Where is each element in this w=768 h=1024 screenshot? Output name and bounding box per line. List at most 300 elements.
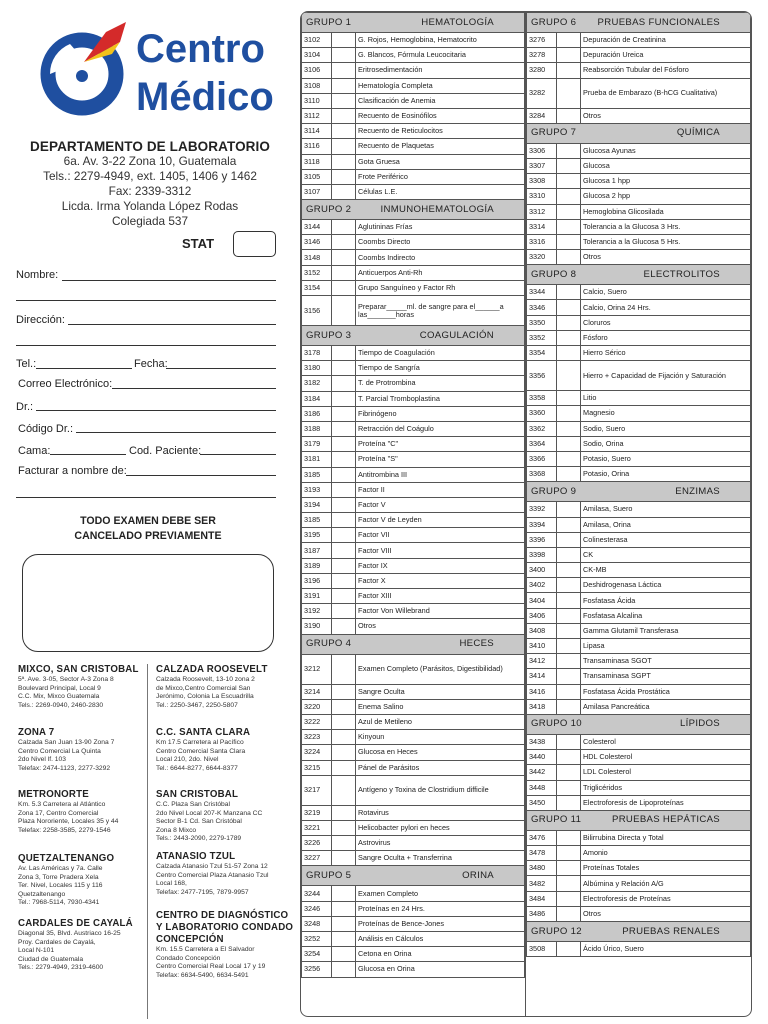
exam-name: Gamma Glutamil Transferasa <box>581 623 751 638</box>
exam-row <box>302 250 525 265</box>
exam-checkbox[interactable] <box>557 795 581 810</box>
exam-name: Helicobacter pylori en heces <box>356 820 525 835</box>
exam-name: Otros <box>581 906 751 921</box>
exam-checkbox[interactable] <box>332 775 356 805</box>
exam-checkbox[interactable] <box>557 830 581 845</box>
exam-row <box>527 608 751 623</box>
location-line: Diagonal 35, Blvd. Austriaco 16-25 <box>18 930 121 937</box>
exam-checkbox[interactable] <box>332 108 356 123</box>
exam-checkbox[interactable] <box>557 547 581 562</box>
exam-row <box>302 916 525 931</box>
exam-checkbox[interactable] <box>332 760 356 775</box>
exam-row <box>302 78 525 93</box>
exam-code: 3508 <box>527 942 557 957</box>
exam-table <box>300 11 752 1017</box>
location-block <box>18 853 156 908</box>
exam-checkbox[interactable] <box>557 346 581 361</box>
exam-code: 3185 <box>302 513 332 528</box>
exam-row <box>527 346 751 361</box>
exam-checkbox[interactable] <box>557 846 581 861</box>
exam-name: Recuento de Eosinófilos <box>356 108 525 123</box>
exam-row <box>302 684 525 699</box>
location-line: C.C. Plaza San Cristóbal <box>156 801 230 808</box>
location-line: Telefax: 2477-7195, 7879-9957 <box>156 888 249 896</box>
exam-checkbox[interactable] <box>332 154 356 169</box>
exam-name: Hemoglobina Glicosilada <box>581 204 751 219</box>
nombre-field[interactable] <box>62 280 276 281</box>
cod-paciente-label: Cod. Paciente: <box>129 445 202 457</box>
exam-checkbox[interactable] <box>332 573 356 588</box>
exam-checkbox[interactable] <box>557 467 581 482</box>
department-info <box>10 139 290 229</box>
exam-code: 3284 <box>527 108 557 123</box>
location-line: Plaza Nororiente, Locales 35 y 44 <box>18 818 119 826</box>
tel-label: Tel.: <box>16 358 37 370</box>
payment-notice <box>30 514 266 544</box>
exam-checkbox[interactable] <box>332 684 356 699</box>
exam-checkbox[interactable] <box>557 906 581 921</box>
exam-checkbox[interactable] <box>557 684 581 699</box>
group-title: ORINA <box>462 869 494 881</box>
exam-checkbox[interactable] <box>557 33 581 48</box>
exam-checkbox[interactable] <box>557 765 581 780</box>
direccion-field-line2[interactable] <box>16 345 276 346</box>
dr-field[interactable] <box>36 410 276 411</box>
exam-checkbox[interactable] <box>332 220 356 235</box>
group-title: COAGULACIÓN <box>419 329 494 341</box>
exam-checkbox[interactable] <box>332 513 356 528</box>
exam-name: Hierro + Capacidad de Fijación y Saturación <box>581 361 751 391</box>
exam-checkbox[interactable] <box>557 330 581 345</box>
exam-checkbox[interactable] <box>557 750 581 765</box>
exam-code: 3152 <box>302 265 332 280</box>
cama-field[interactable] <box>50 454 126 455</box>
exam-checkbox[interactable] <box>332 78 356 93</box>
codigo-dr-label: Código Dr.: <box>18 423 74 435</box>
exam-checkbox[interactable] <box>332 901 356 916</box>
exam-code: 3392 <box>527 502 557 517</box>
exam-checkbox[interactable] <box>557 669 581 684</box>
location-line: Telefax: 2474-1123, 2277-3292 <box>18 764 111 772</box>
exam-checkbox[interactable] <box>557 143 581 158</box>
exam-checkbox[interactable] <box>332 376 356 391</box>
exam-checkbox[interactable] <box>557 78 581 108</box>
exam-checkbox[interactable] <box>557 608 581 623</box>
exam-checkbox[interactable] <box>332 235 356 250</box>
location-name: QUETZALTENANGO <box>18 853 115 864</box>
exam-code: 3482 <box>527 876 557 891</box>
exam-checkbox[interactable] <box>332 280 356 295</box>
exam-name: Glucosa 2 hpp <box>581 189 751 204</box>
exam-checkbox[interactable] <box>332 421 356 436</box>
exam-checkbox[interactable] <box>332 265 356 280</box>
group-number: GRUPO 4 <box>306 638 352 650</box>
exam-name: Bilirrubina Directa y Total <box>581 830 751 845</box>
exam-row <box>302 543 525 558</box>
exam-code: 3181 <box>302 452 332 467</box>
exam-name: Anticuerpos Anti-Rh <box>356 265 525 280</box>
nombre-field-line2[interactable] <box>16 300 276 301</box>
facturar-field[interactable] <box>126 475 276 476</box>
exam-checkbox[interactable] <box>557 108 581 123</box>
exam-checkbox[interactable] <box>557 219 581 234</box>
exam-name: Reabsorción Tubular del Fósforo <box>581 63 751 78</box>
exam-checkbox[interactable] <box>332 250 356 265</box>
exam-row <box>527 158 751 173</box>
exam-name: Otros <box>581 250 751 265</box>
exam-name: Tiempo de Coagulación <box>356 346 525 361</box>
exam-row <box>527 285 751 300</box>
exam-row <box>527 547 751 562</box>
exam-checkbox[interactable] <box>557 406 581 421</box>
exam-row <box>527 108 751 123</box>
exam-row <box>527 906 751 921</box>
exam-checkbox[interactable] <box>557 639 581 654</box>
exam-name: Tolerancia a la Glucosa 3 Hrs. <box>581 219 751 234</box>
fecha-field[interactable] <box>166 368 276 369</box>
exam-checkbox[interactable] <box>332 452 356 467</box>
exam-name: Potasio, Suero <box>581 451 751 466</box>
exam-name: Sangre Oculta + Transferrina <box>356 851 525 866</box>
location-line: Ter. Nivel, Locales 115 y 116 <box>18 882 103 890</box>
exam-name: Factor IX <box>356 558 525 573</box>
exam-checkbox[interactable] <box>332 962 356 977</box>
exam-row <box>302 589 525 604</box>
dr-label: Dr.: <box>16 401 34 413</box>
exam-checkbox[interactable] <box>332 33 356 48</box>
location-name: SAN CRISTOBAL <box>156 789 239 800</box>
fecha-label: Fecha: <box>134 358 168 370</box>
exam-row <box>302 901 525 916</box>
exam-name: Calcio, Suero <box>581 285 751 300</box>
exam-checkbox[interactable] <box>557 451 581 466</box>
exam-checkbox[interactable] <box>332 851 356 866</box>
stat-label: STAT <box>182 236 215 251</box>
left-panel <box>0 0 296 1024</box>
exam-code: 3192 <box>302 604 332 619</box>
exam-code: 3280 <box>527 63 557 78</box>
direccion-field[interactable] <box>68 324 276 325</box>
exam-name: Clasificación de Anemia <box>356 93 525 108</box>
exam-name: Sangre Oculta <box>356 684 525 699</box>
exam-code: 3114 <box>302 124 332 139</box>
exam-checkbox[interactable] <box>557 699 581 714</box>
exam-code: 3108 <box>302 78 332 93</box>
group-header <box>527 810 751 830</box>
exam-checkbox[interactable] <box>332 48 356 63</box>
tel-field[interactable] <box>36 368 132 369</box>
exam-checkbox[interactable] <box>557 158 581 173</box>
exam-checkbox[interactable] <box>557 780 581 795</box>
exam-row <box>302 513 525 528</box>
exam-code: 3406 <box>527 608 557 623</box>
exam-row <box>302 467 525 482</box>
exam-row <box>527 436 751 451</box>
exam-checkbox[interactable] <box>557 861 581 876</box>
group-header <box>302 13 525 33</box>
group-number: GRUPO 9 <box>531 485 577 497</box>
exam-name: Rotavirus <box>356 805 525 820</box>
location-line: Km. 5.3 Carretera al Atlántico <box>18 801 106 808</box>
group-header <box>302 866 525 886</box>
exam-name: Recuento de Reticulocitos <box>356 124 525 139</box>
exam-name: T. de Protrombina <box>356 376 525 391</box>
exam-checkbox[interactable] <box>332 820 356 835</box>
exam-code: 3156 <box>302 296 332 326</box>
exam-checkbox[interactable] <box>557 250 581 265</box>
group-number: GRUPO 1 <box>306 16 352 28</box>
exam-code: 3450 <box>527 795 557 810</box>
exam-row <box>302 265 525 280</box>
location-name: C.C. SANTA CLARA <box>156 727 251 738</box>
exam-checkbox[interactable] <box>557 285 581 300</box>
exam-checkbox[interactable] <box>557 563 581 578</box>
location-line: Local N-101 <box>18 947 55 955</box>
location-block <box>156 727 296 773</box>
correo-field[interactable] <box>112 388 276 389</box>
exam-checkbox[interactable] <box>332 361 356 376</box>
exam-name: Azul de Metileno <box>356 714 525 729</box>
exam-checkbox[interactable] <box>557 532 581 547</box>
location-line: Tels.: 2443-2090, 2279-1789 <box>156 835 242 843</box>
exam-code: 3394 <box>527 517 557 532</box>
exam-name: LDL Colesterol <box>581 765 751 780</box>
exam-checkbox[interactable] <box>557 174 581 189</box>
exam-name: CK-MB <box>581 563 751 578</box>
exam-name: Amonio <box>581 846 751 861</box>
exam-name: CK <box>581 547 751 562</box>
exam-checkbox[interactable] <box>332 391 356 406</box>
exam-code: 3412 <box>527 654 557 669</box>
location-line: Ciudad de Guatemala <box>18 955 84 963</box>
exam-checkbox[interactable] <box>557 421 581 436</box>
exam-code: 3102 <box>302 33 332 48</box>
location-line: Centro Comercial Santa Clara <box>156 747 246 755</box>
exam-checkbox[interactable] <box>332 932 356 947</box>
location-line: Tels.: 2279-4949, 2319-4600 <box>18 964 104 972</box>
group-header <box>302 634 525 654</box>
exam-checkbox[interactable] <box>332 497 356 512</box>
exam-name: Transaminasa SGOT <box>581 654 751 669</box>
cod-paciente-field[interactable] <box>200 454 276 455</box>
location-line: Calzada Atanasio Tzul 51-57 Zona 12 <box>156 863 268 870</box>
exam-checkbox[interactable] <box>332 714 356 729</box>
exam-row <box>527 421 751 436</box>
location-block <box>156 789 296 844</box>
exam-code: 3358 <box>527 391 557 406</box>
exam-row <box>527 795 751 810</box>
exam-row <box>527 734 751 749</box>
exam-name: Antitrombina III <box>356 467 525 482</box>
exam-name: Amilasa, Suero <box>581 502 751 517</box>
exam-row <box>302 699 525 714</box>
group-title: INMUNOHEMATOLOGÍA <box>380 203 494 215</box>
exam-name: Proteínas de Bence-Jones <box>356 916 525 931</box>
exam-name: Recuento de Plaquetas <box>356 139 525 154</box>
exam-code: 3116 <box>302 139 332 154</box>
exam-name: Glucosa 1 hpp <box>581 174 751 189</box>
exam-checkbox[interactable] <box>332 886 356 901</box>
group-number: GRUPO 12 <box>531 925 582 937</box>
exam-name: Retracción del Coágulo <box>356 421 525 436</box>
exam-code: 3480 <box>527 861 557 876</box>
exam-name: Enema Salino <box>356 699 525 714</box>
exam-checkbox[interactable] <box>557 391 581 406</box>
exam-checkbox[interactable] <box>332 169 356 184</box>
exam-row <box>302 573 525 588</box>
exam-row <box>302 48 525 63</box>
cama-label: Cama: <box>18 445 51 457</box>
exam-checkbox[interactable] <box>332 805 356 820</box>
exam-checkbox[interactable] <box>332 558 356 573</box>
correo-label: Correo Electrónico: <box>18 378 113 390</box>
locations-divider <box>147 664 148 1019</box>
group-title: HECES <box>459 638 494 650</box>
exam-row <box>302 391 525 406</box>
exam-checkbox[interactable] <box>332 406 356 421</box>
exam-checkbox[interactable] <box>557 734 581 749</box>
exam-checkbox[interactable] <box>557 876 581 891</box>
exam-checkbox[interactable] <box>557 578 581 593</box>
exam-row <box>302 745 525 760</box>
exam-checkbox[interactable] <box>332 296 356 326</box>
location-block <box>156 910 296 980</box>
exam-name: Grupo Sanguíneo y Factor Rh <box>356 280 525 295</box>
exam-code: 3219 <box>302 805 332 820</box>
group-number: GRUPO 7 <box>531 127 577 139</box>
exam-checkbox[interactable] <box>332 124 356 139</box>
exam-checkbox[interactable] <box>332 654 356 684</box>
exam-name: Frote Periférico <box>356 169 525 184</box>
exam-checkbox[interactable] <box>557 63 581 78</box>
exam-row <box>302 93 525 108</box>
exam-name: Glucosa en Orina <box>356 962 525 977</box>
exam-name: Astrovirus <box>356 836 525 851</box>
exam-checkbox[interactable] <box>557 654 581 669</box>
exam-checkbox[interactable] <box>557 361 581 391</box>
exam-row <box>302 235 525 250</box>
exam-row <box>527 502 751 517</box>
exam-checkbox[interactable] <box>332 482 356 497</box>
exam-code: 3193 <box>302 482 332 497</box>
notes-box[interactable] <box>22 554 274 652</box>
exam-checkbox[interactable] <box>557 300 581 315</box>
department-title: DEPARTAMENTO DE LABORATORIO <box>30 139 270 154</box>
exam-row <box>302 124 525 139</box>
exam-row <box>302 154 525 169</box>
exam-checkbox[interactable] <box>332 63 356 78</box>
dept-colegiada: Colegiada 537 <box>111 214 189 228</box>
exam-checkbox[interactable] <box>557 593 581 608</box>
exam-checkbox[interactable] <box>332 139 356 154</box>
exam-checkbox[interactable] <box>332 184 356 199</box>
exam-code: 3226 <box>302 836 332 851</box>
exam-checkbox[interactable] <box>332 604 356 619</box>
exam-checkbox[interactable] <box>332 93 356 108</box>
exam-checkbox[interactable] <box>332 619 356 634</box>
location-line: Av. Las Américas y 7a. Calle <box>18 865 103 872</box>
exam-name: T. Parcial Tromboplastina <box>356 391 525 406</box>
group-number: GRUPO 5 <box>306 869 352 881</box>
exam-row <box>527 846 751 861</box>
exam-name: Prueba de Embarazo (B-hCG Cualitativa) <box>581 78 751 108</box>
exam-checkbox[interactable] <box>332 745 356 760</box>
location-name: CALZADA ROOSEVELT <box>156 664 268 675</box>
exam-checkbox[interactable] <box>332 543 356 558</box>
dept-address: 6a. Av. 3-22 Zona 10, Guatemala <box>63 154 237 168</box>
exam-name: Eritrosedimentación <box>356 63 525 78</box>
exam-checkbox[interactable] <box>557 204 581 219</box>
exam-code: 3478 <box>527 846 557 861</box>
exam-name: Proteínas en 24 Hrs. <box>356 901 525 916</box>
exam-name: Electroforesis de Proteínas <box>581 891 751 906</box>
exam-checkbox[interactable] <box>332 730 356 745</box>
exam-row <box>527 593 751 608</box>
exam-name: Glucosa Ayunas <box>581 143 751 158</box>
group-number: GRUPO 6 <box>531 16 577 28</box>
exam-checkbox[interactable] <box>332 528 356 543</box>
exam-name: Triglicéridos <box>581 780 751 795</box>
exam-checkbox[interactable] <box>557 502 581 517</box>
exam-checkbox[interactable] <box>557 623 581 638</box>
exam-checkbox[interactable] <box>332 947 356 962</box>
facturar-field-line2[interactable] <box>16 497 276 498</box>
exam-code: 3224 <box>302 745 332 760</box>
exam-checkbox[interactable] <box>332 346 356 361</box>
exam-name: Transaminasa SGPT <box>581 669 751 684</box>
exam-name: Antígeno y Toxina de Clostridium difficile <box>356 775 525 805</box>
exam-checkbox[interactable] <box>332 589 356 604</box>
exam-checkbox[interactable] <box>332 699 356 714</box>
exam-checkbox[interactable] <box>557 942 581 957</box>
exam-checkbox[interactable] <box>332 437 356 452</box>
exam-name: Examen Completo <box>356 886 525 901</box>
exam-checkbox[interactable] <box>557 234 581 249</box>
exam-checkbox[interactable] <box>557 517 581 532</box>
exam-code: 3320 <box>527 250 557 265</box>
exam-checkbox[interactable] <box>332 836 356 851</box>
exam-row <box>527 467 751 482</box>
location-line: Zona 8 Mixco <box>156 826 197 834</box>
exam-code: 3408 <box>527 623 557 638</box>
location-block <box>18 918 156 973</box>
exam-checkbox[interactable] <box>557 891 581 906</box>
exam-row <box>302 482 525 497</box>
exam-checkbox[interactable] <box>332 467 356 482</box>
exam-name: Cloruros <box>581 315 751 330</box>
exam-checkbox[interactable] <box>557 315 581 330</box>
exam-checkbox[interactable] <box>557 48 581 63</box>
exam-checkbox[interactable] <box>557 436 581 451</box>
location-line: Sector B-1 Cd. San Cristóbal <box>156 818 242 826</box>
exam-code: 3222 <box>302 714 332 729</box>
exam-code: 3214 <box>302 684 332 699</box>
exam-name: Fibrinógeno <box>356 406 525 421</box>
exam-code: 3306 <box>527 143 557 158</box>
logo-text-centro: Centro <box>136 27 265 71</box>
exam-row <box>302 836 525 851</box>
exam-checkbox[interactable] <box>332 916 356 931</box>
codigo-dr-field[interactable] <box>76 432 276 433</box>
exam-row <box>527 765 751 780</box>
location-line: Jerónimo, Colonia La Escuadrilla <box>156 693 254 701</box>
stat-checkbox[interactable] <box>233 231 276 257</box>
exam-row <box>527 330 751 345</box>
exam-checkbox[interactable] <box>557 189 581 204</box>
exam-name: Electroforesis de Lipoproteínas <box>581 795 751 810</box>
location-line: Km. 15.5 Carretera a El Salvador <box>156 946 255 953</box>
location-line: Tel.: 6644-8277, 6644-8377 <box>156 764 238 772</box>
